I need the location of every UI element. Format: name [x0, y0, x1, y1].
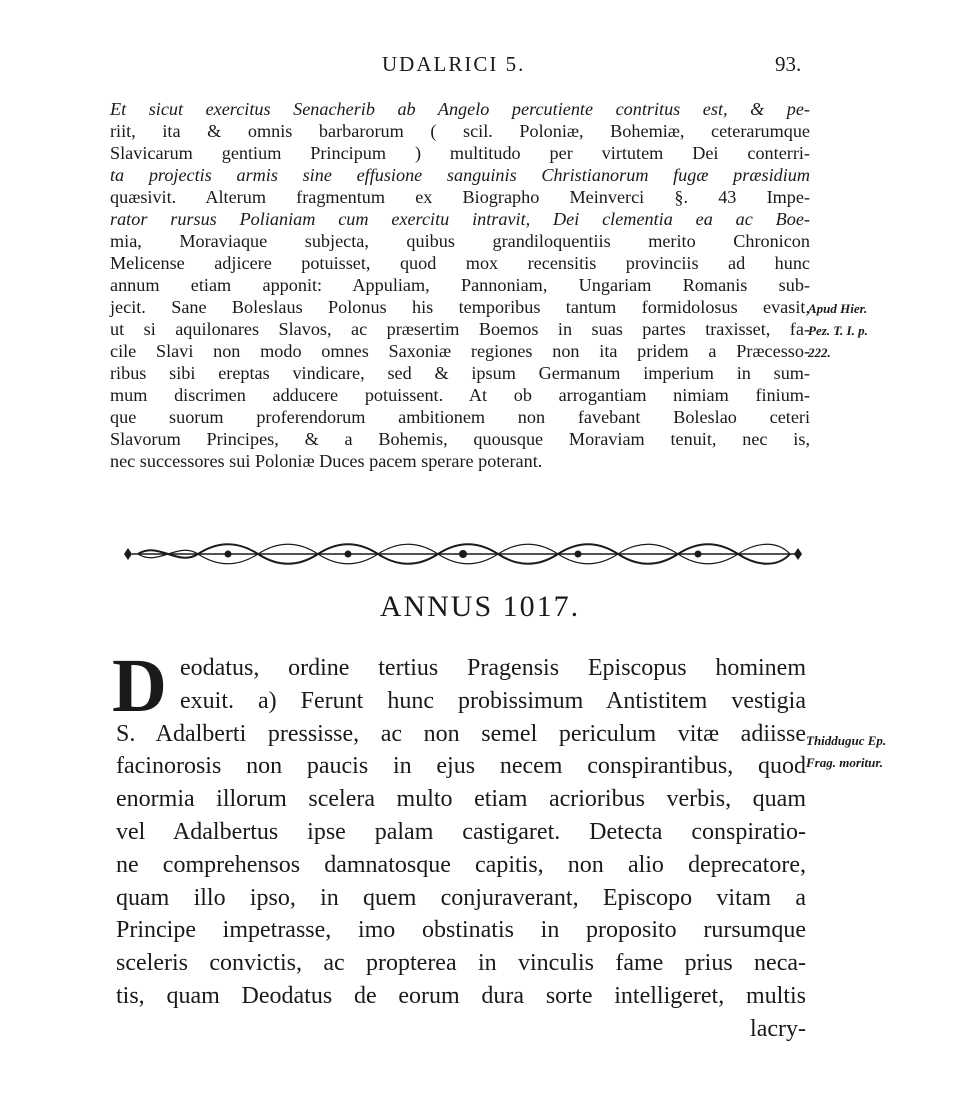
text-line: facinorosis non paucis in ejus necem conspirantibus, quod [116, 753, 806, 780]
drop-cap: D [112, 644, 167, 728]
margin-note-line: 222. [808, 345, 831, 360]
text-line: ut si aquilonares Slavos, ac præsertim Boemos in suas partes traxisset, fa- [110, 319, 810, 339]
text-line: quam illo ipso, in quem conjuraverant, Episcopo vitam a [116, 884, 806, 911]
text-line: Slavicarum gentium Principum ) multitudo per virtutem Dei conterri- [110, 143, 810, 163]
margin-note-line: Frag. moritur. [806, 755, 883, 770]
text-line: ne comprehensos damnatosque capitis, non alio deprecatore, [116, 851, 806, 878]
text-line: mia, Moraviaque subjecta, quibus grandiloquentiis merito Chronicon [110, 231, 810, 251]
page-number: 93. [775, 52, 802, 76]
text-line: Slavorum Principes, & a Bohemis, quousque Moraviam tenuit, nec is, [110, 429, 810, 449]
margin-note-2 [806, 730, 936, 774]
paragraph-latin-2 [116, 652, 806, 1046]
text-line: vel Adalbertus ipse palam castigaret. Detecta conspiratio- [116, 818, 806, 845]
running-title: UDALRICI 5. [382, 52, 526, 76]
ornament-divider [118, 537, 808, 571]
text-line: enormia illorum scelera multo etiam acrioribus verbis, quam [116, 786, 806, 813]
text-line: ribus sibi ereptas vindicare, sed & ipsum Germanum imperium in sum- [110, 363, 810, 383]
catchword: lacry- [750, 1015, 806, 1042]
text-line: que suorum proferendorum ambitionem non favebant Boleslao ceteri [110, 407, 810, 427]
text-line: sceleris convictis, ac propterea in vinculis fame prius neca- [116, 950, 806, 977]
margin-note-line: Thidduguc Ep. [806, 733, 887, 748]
text-line: rator rursus Polianiam cum exercitu intravit, Dei clementia ea ac Boe- [110, 209, 810, 229]
text-line: jecit. Sane Boleslaus Polonus his temporibus tantum formidolosus evasit, [110, 297, 810, 317]
text-line: exuit. a) Ferunt hunc probissimum Antistitem vestigia [180, 687, 806, 714]
margin-note-1 [808, 298, 908, 364]
text-line: S. Adalberti pressisse, ac non semel periculum vitæ adiisse [116, 720, 806, 747]
running-head [0, 52, 960, 82]
text-line: quæsivit. Alterum fragmentum ex Biographo Meinverci §. 43 Impe- [110, 187, 810, 207]
text-line: riit, ita & omnis barbarorum ( scil. Poloniæ, Bohemiæ, ceterarumque [110, 121, 810, 141]
text-line: mum discrimen adducere potuissent. At ob arrogantiam nimiam finium- [110, 385, 810, 405]
text-line: nec successores sui Poloniæ Duces pacem sperare poterant. [110, 451, 543, 471]
margin-note-line: Pez. T. I. p. [808, 323, 868, 338]
text-line: eodatus, ordine tertius Pragensis Episcopus hominem [180, 655, 806, 681]
paragraph-latin-1 [110, 98, 810, 472]
text-line: annum etiam apponit: Appuliam, Pannoniam, Ungariam Romanis sub- [110, 275, 810, 295]
text-line: Melicense adjicere potuisset, quod mox recensitis provinciis ad hunc [110, 253, 810, 273]
text-line: cile Slavi non modo omnes Saxoniæ regiones non ita pridem a Præcesso- [110, 341, 810, 361]
text-line: tis, quam Deodatus de eorum dura sorte intelligeret, multis [116, 982, 806, 1009]
text-line: Et sicut exercitus Senacherib ab Angelo percutiente contritus est, & pe- [110, 99, 810, 119]
year-heading: ANNUS 1017. [379, 590, 581, 623]
margin-note-line: Apud Hier. [808, 301, 868, 316]
text-line: ta projectis armis sine effusione sanguinis Christianorum fugæ præsidium [110, 165, 810, 185]
text-line: Principe impetrasse, imo obstinatis in proposito rursumque [116, 917, 806, 944]
